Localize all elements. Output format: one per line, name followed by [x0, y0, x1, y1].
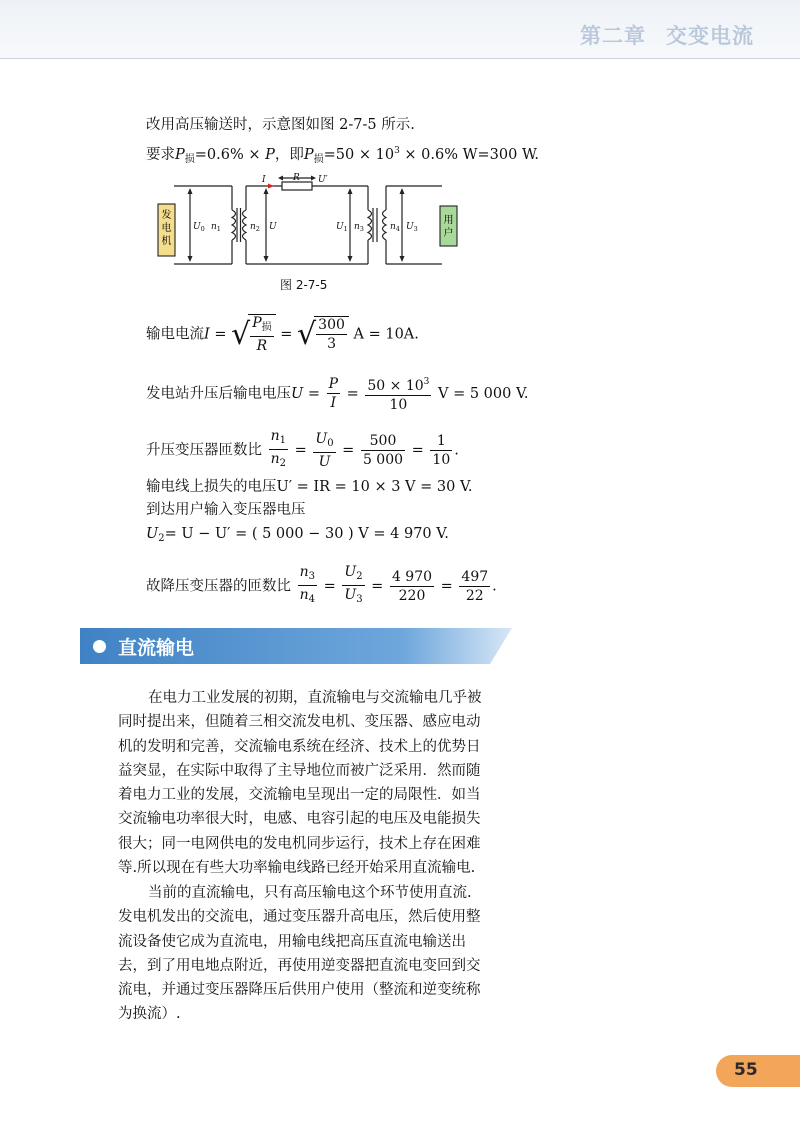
user-box	[440, 206, 457, 246]
paragraph-line: 流设备使它成为直流电，用输电线把高压直流电输送出	[118, 933, 466, 950]
paragraph-line: 在电力工业发展的初期，直流输电与交流输电几乎被	[148, 690, 482, 706]
current-arrow-icon	[268, 184, 274, 189]
svg-text:n2	[250, 222, 260, 233]
svg-text:n4	[390, 222, 400, 233]
equation-ratio-stepdown: 故降压变压器的匝数比 $\frac{n_3}{n_4}$ = $\frac{U_2}{U_3}$ = $\frac{4 970}{220}$ = $\frac{497}{22}$ .	[146, 564, 497, 609]
paragraph-line: 着电力工业的发展，交流输电呈现出一定的局限性．如当	[118, 787, 481, 804]
label-n4: n	[390, 222, 396, 232]
intro-line-2: 要求$P_损=0.6\% \times P$，即$P_损=50 \times 10^3 \times 0.6\%$ W=300 W.	[146, 146, 539, 165]
label-Uprime: U′	[318, 175, 328, 185]
generator-label-char: 发	[161, 210, 172, 221]
paragraph-line: 流电，并通过变压器降压后供用户使用（整流和逆变统称	[118, 982, 481, 999]
paragraph-line: 益突显，在实际中取得了主导地位而被广泛采用．然而随	[118, 762, 481, 779]
user-label-char: 用	[443, 215, 454, 226]
svg-text:n1	[211, 222, 221, 233]
paragraph-line: 很大；同一电网供电的发电机同步运行，技术上存在困难	[118, 835, 481, 852]
svg-text:U1	[336, 222, 348, 233]
intro-line-1: 改用高压输送时，示意图如图 2-7-5 所示.	[146, 117, 415, 133]
paragraph-line: 为换流）.	[118, 1006, 181, 1023]
label-n2: n	[250, 222, 256, 232]
label-U3: U	[406, 222, 414, 232]
paragraph-line: 当前的直流输电，只有高压输电这个环节使用直流.	[148, 885, 472, 901]
chapter-title	[580, 20, 754, 50]
section-title: 直流输电	[118, 637, 195, 659]
paragraph-line: 机的发明和完善，交流输电系统在经济、技术上的优势日	[118, 738, 481, 755]
page-number-tab	[716, 1055, 800, 1087]
label-R: R	[293, 173, 300, 183]
equation-current: 输电电流I = √ $\frac{P_损}{R}$ = √ $\frac{300}{3}$ A = 10A.	[146, 315, 419, 354]
svg-text:U0	[193, 222, 205, 233]
equation-voltage: 发电站升压后输电电压U = $\frac{P}{I}$ = $\frac{50 \times 10^3}{10}$ V = 5 000 V.	[146, 376, 529, 413]
paragraph-line: 同时提出来，但随着三相交流发电机、变压器、感应电动	[118, 714, 481, 731]
user-label-char: 户	[443, 228, 454, 239]
generator-label-char: 电	[161, 223, 172, 234]
equation-ratio-stepup: 升压变压器匝数比 $\frac{n_1}{n_2}$ = $\frac{U_0}{U}$ = $\frac{500}{5 000}$ = $\frac{1}{10}$ .	[146, 428, 459, 473]
label-n3: n	[354, 222, 360, 232]
label-U0-sub: 0	[200, 225, 205, 233]
chapter-number: 第二章	[580, 24, 646, 48]
label-n1-sub: 1	[216, 225, 221, 233]
paragraph-line: 发电机发出的交流电，通过变压器升高电压，然后使用整	[118, 909, 481, 926]
svg-text:U3	[406, 222, 418, 233]
label-U1-sub: 1	[343, 225, 348, 233]
label-n1: n	[211, 222, 217, 232]
label-n4-sub: 4	[395, 225, 400, 233]
equation-user-line1: 到达用户输入变压器电压	[146, 502, 306, 518]
equation-user-voltage: $U_2= U - U'$ = ( 5 000 − 30 ) V = 4 970 V.	[146, 526, 449, 544]
chapter-topic: 交变电流	[666, 24, 754, 48]
paragraph-line: 交流输电功率很大时，电感、电容引起的电压及电能损失	[118, 811, 481, 828]
label-n3-sub: 3	[359, 225, 364, 233]
body-paragraph-2	[118, 881, 513, 1027]
paragraph-line: 等.所以现在有些大功率输电线路已经开始采用直流输电.	[118, 860, 476, 877]
paragraph-line: 去，到了用电地点附近，再使用逆变器把直流电变回到交	[118, 957, 481, 974]
body-paragraph-1	[118, 686, 513, 880]
label-U3-sub: 3	[413, 225, 418, 233]
sqrt-icon: √	[231, 316, 251, 352]
page-number: 55	[734, 1060, 758, 1080]
equation-line-loss: 输电线上损失的电压U′ = IR = 10 × 3 V = 30 V.	[146, 479, 473, 495]
sqrt-icon: √	[297, 316, 317, 352]
svg-text:n3	[354, 222, 364, 233]
bullet-dot-icon	[93, 640, 106, 653]
circuit-diagram	[150, 172, 460, 276]
label-U1: U	[336, 222, 344, 232]
label-U0: U	[193, 222, 201, 232]
label-U: U	[269, 222, 277, 232]
generator-label-char: 机	[161, 236, 172, 247]
label-I: I	[262, 175, 266, 185]
figure-caption: 图 2-7-5	[280, 278, 328, 292]
eq-current-prefix: 输电电流	[146, 326, 204, 343]
label-n2-sub: 2	[255, 225, 260, 233]
